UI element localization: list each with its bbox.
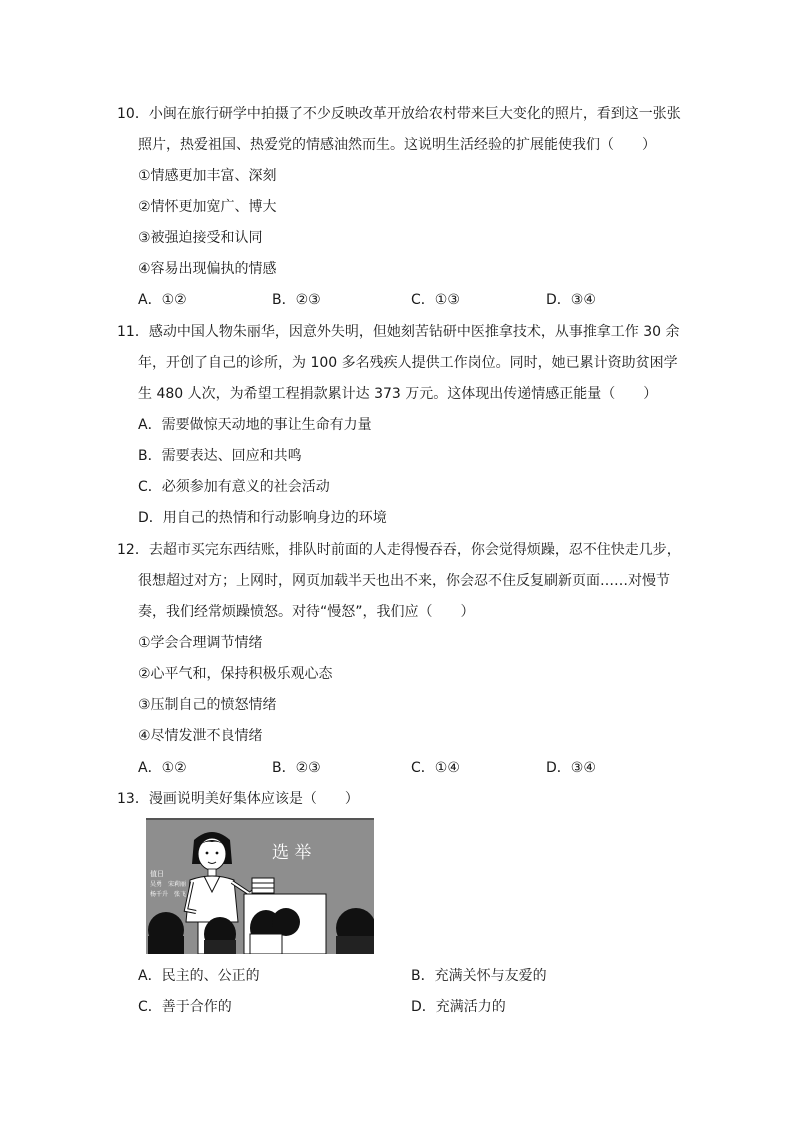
q11-stem-line-1: 11．感动中国人物朱丽华，因意外失明，但她刻苦钻研中医推拿技术，从事推拿工作 30 余 [117, 324, 680, 340]
q11-choice-c[interactable]: C．必须参加有意义的社会活动 [138, 479, 330, 495]
q11-choice-b[interactable]: B．需要表达、回应和共鸣 [138, 448, 302, 464]
q12-item-2: ②心平气和，保持积极乐观心态 [138, 666, 333, 682]
board-note-2: 吴勇 宋莉丽 [150, 881, 187, 888]
q10-stem-line-2: 照片，热爱祖国、热爱党的情感油然而生。这说明生活经验的扩展能使我们（ ） [138, 137, 656, 153]
q10-choice-c[interactable]: C．①③ [411, 292, 460, 308]
q13-choice-a[interactable]: A．民主的、公正的 [138, 968, 260, 984]
board-note-1: 值日 [150, 870, 164, 878]
q13-choice-d[interactable]: D．充满活力的 [411, 999, 506, 1015]
q13-choice-c[interactable]: C．善于合作的 [138, 999, 232, 1015]
q12-choice-c[interactable]: C．①④ [411, 760, 460, 776]
q11-choice-a[interactable]: A．需要做惊天动地的事让生命有力量 [138, 417, 372, 433]
books-stack [252, 878, 274, 893]
q12-choice-b[interactable]: B．②③ [272, 760, 321, 776]
q10-item-1: ①情感更加丰富、深刻 [138, 168, 277, 184]
q10-choice-d[interactable]: D．③④ [546, 292, 596, 308]
q11-stem-line-2: 年，开创了自己的诊所，为 100 多名残疾人提供工作岗位。同时，她已累计资助贫困学 [138, 355, 678, 371]
q12-stem-line-3: 奏，我们经常烦躁愤怒。对待“慢怒”，我们应（ ） [138, 604, 475, 620]
q13-stem-line-1: 13．漫画说明美好集体应该是（ ） [117, 791, 359, 807]
q12-stem-line-1: 12．去超市买完东西结账，排队时前面的人走得慢吞吞，你会觉得烦躁，忍不住快走几步， [117, 542, 681, 558]
q13-choice-b[interactable]: B．充满关怀与友爱的 [411, 968, 547, 984]
q10-stem-line-1: 10．小闽在旅行研学中拍摄了不少反映改革开放给农村带来巨大变化的照片，看到这一张张 [117, 106, 681, 122]
board-title: 选 举 [272, 843, 312, 863]
q11-choice-d[interactable]: D．用自己的热情和行动影响身边的环境 [138, 510, 387, 526]
q10-item-2: ②情怀更加宽广、博大 [138, 199, 277, 215]
election-cartoon-illustration [146, 818, 374, 954]
q12-choice-a[interactable]: A．①② [138, 760, 187, 776]
q11-stem-line-3: 生 480 人次，为希望工程捐款累计达 373 万元。这体现出传递情感正能量（ ） [138, 386, 658, 402]
q12-item-1: ①学会合理调节情绪 [138, 635, 263, 651]
q10-choice-b[interactable]: B．②③ [272, 292, 321, 308]
q10-item-3: ③被强迫接受和认同 [138, 230, 263, 246]
q10-choice-a[interactable]: A．①② [138, 292, 187, 308]
q10-item-4: ④容易出现偏执的情感 [138, 261, 277, 277]
blackboard-top-edge [146, 818, 374, 820]
q12-item-3: ③压制自己的愤怒情绪 [138, 697, 277, 713]
q12-stem-line-2: 很想超过对方；上网时，网页加载半天也出不来，你会忍不住反复刷新页面……对慢节 [138, 573, 670, 589]
board-note-3: 杨千升 张飞 [150, 891, 187, 898]
q12-item-4: ④尽情发泄不良情绪 [138, 728, 263, 744]
q12-choice-d[interactable]: D．③④ [546, 760, 596, 776]
